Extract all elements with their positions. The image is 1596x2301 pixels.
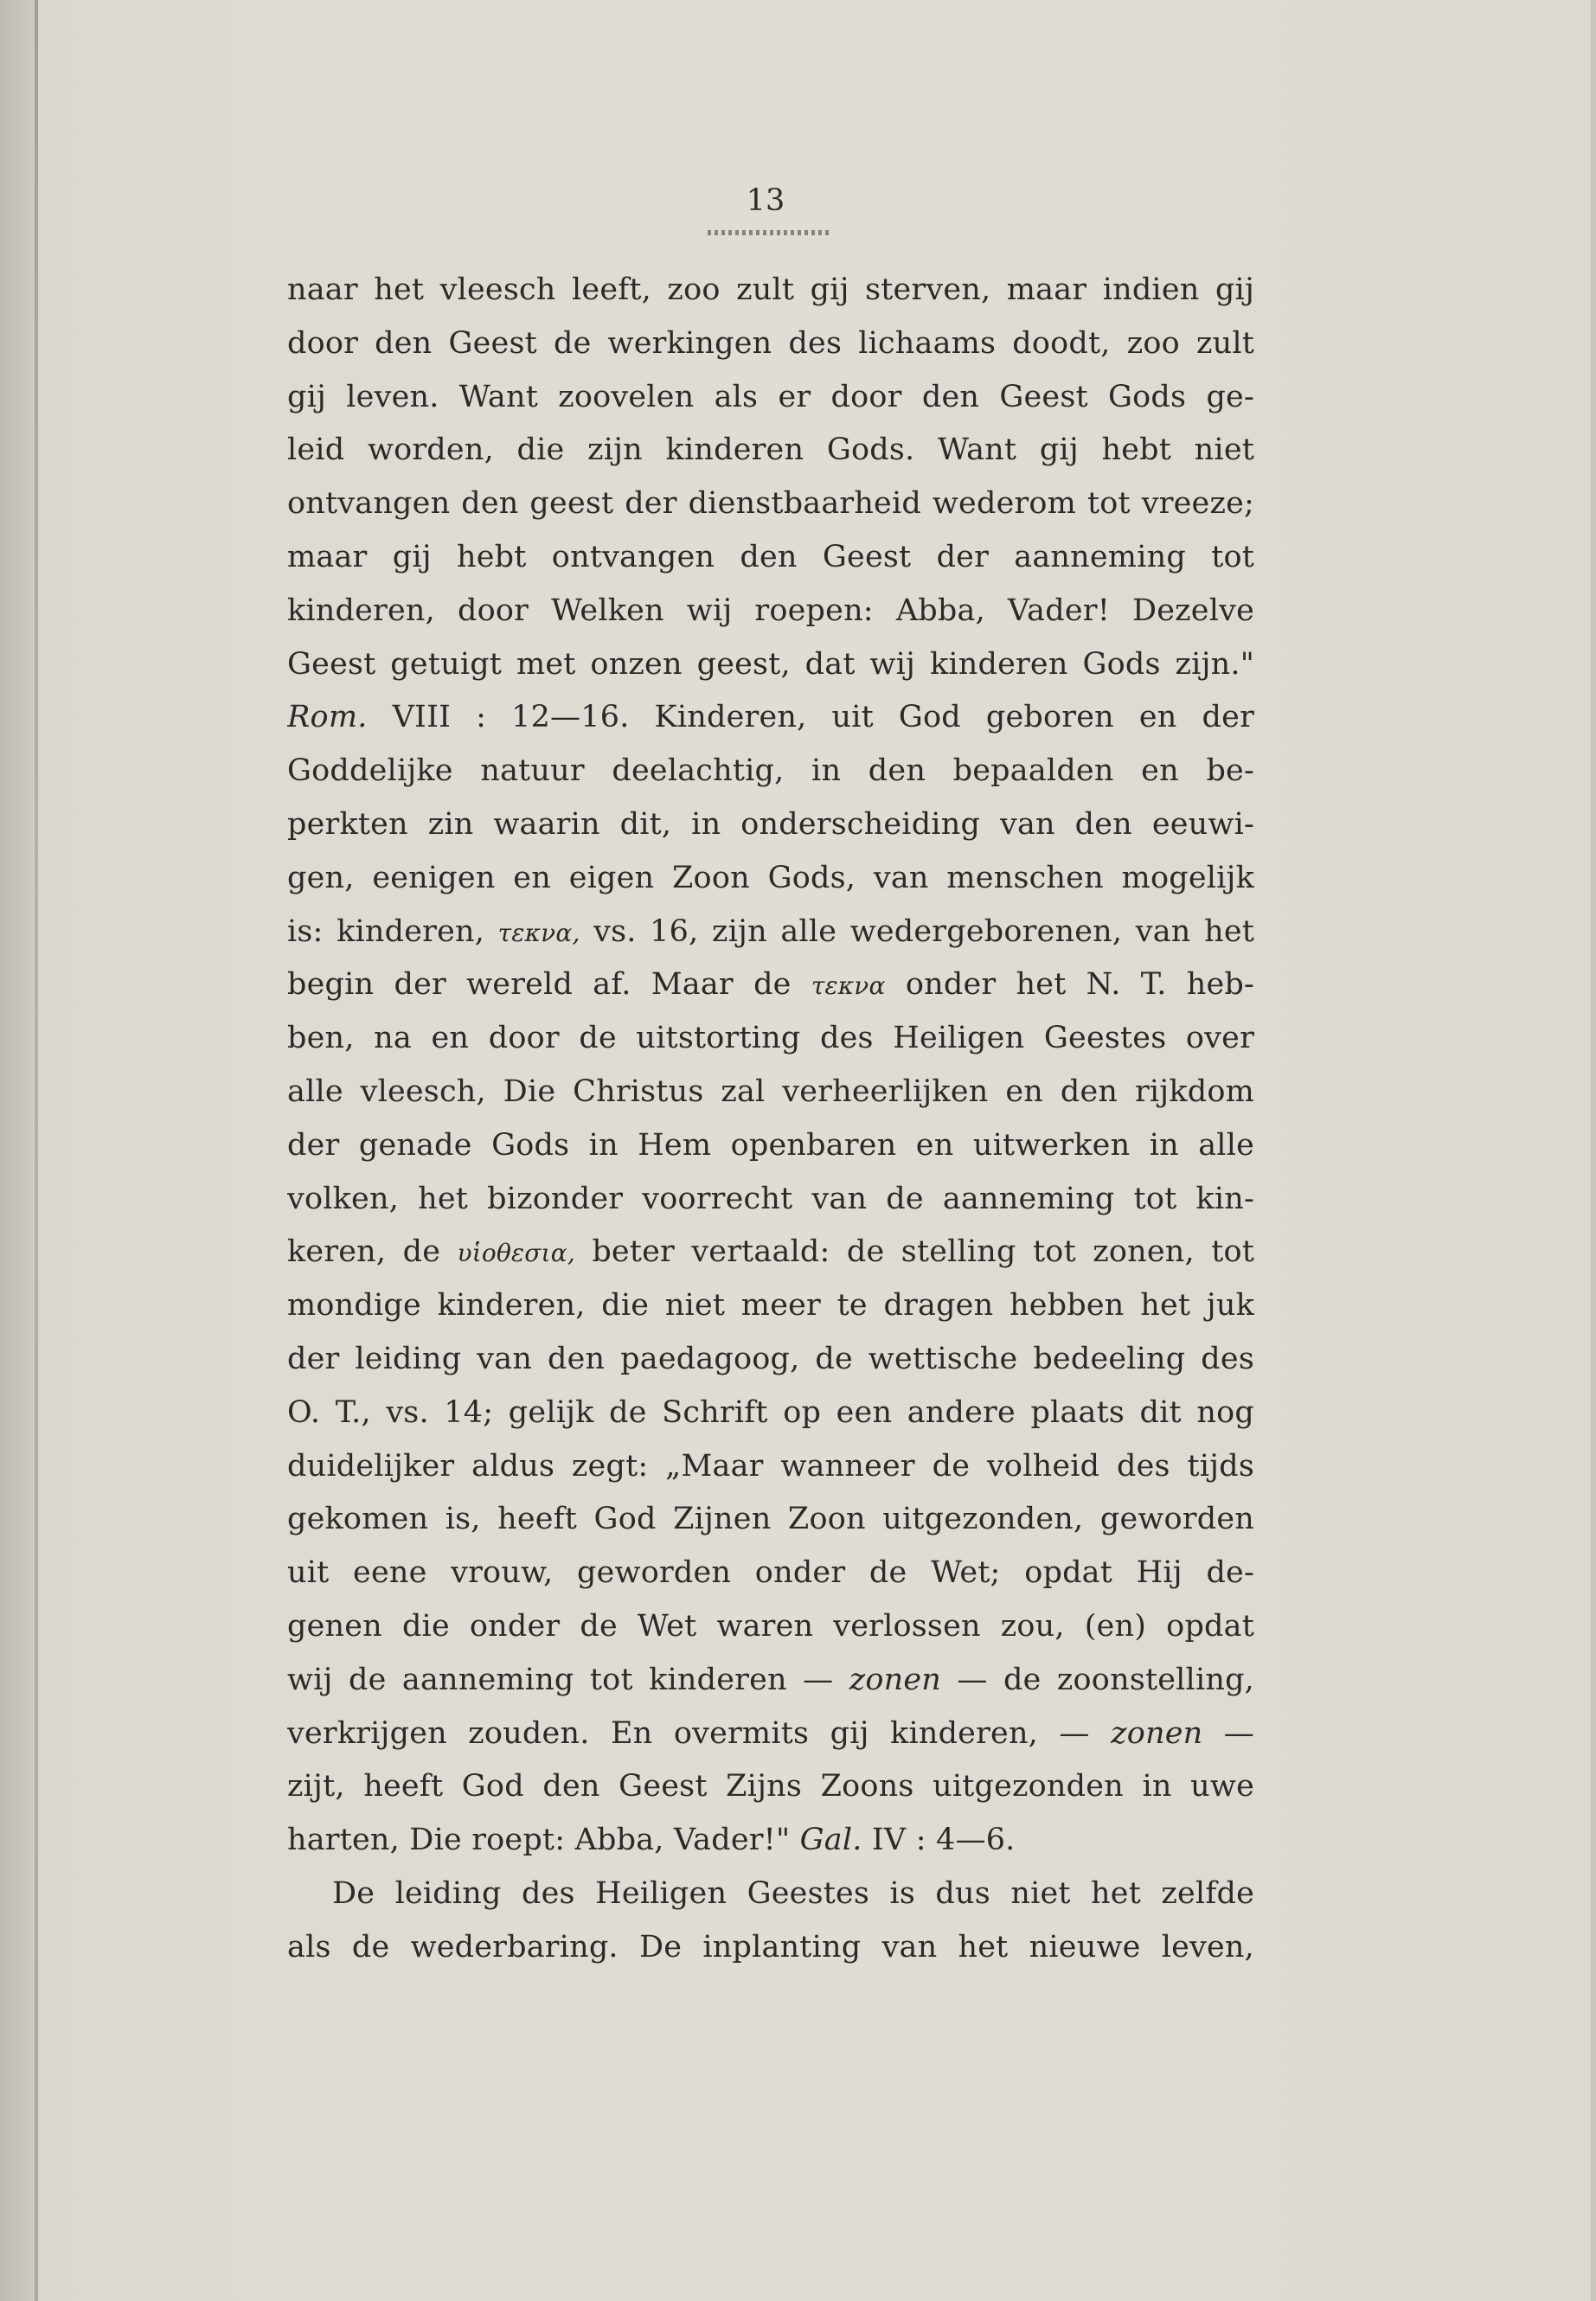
text-line: mondige kinderen, die niet meer te dragen hebben het juk [287,1288,1254,1324]
text-line: verkrijgen zouden. En overmits gij kinderen, — zonen — [287,1715,1254,1751]
greek-word: τεκνα, [497,918,580,947]
text-line: maar gij hebt ontvangen den Geest der aanneming tot [287,539,1254,574]
page-binding-edge [35,0,38,2301]
body-text [287,264,1254,1975]
text-line: harten, Die roept: Abba, Vader!" Gal. IV : 4—6. [287,1823,1016,1858]
text-line: keren, de υἱοθεσια, beter vertaald: de stelling tot zonen, tot [287,1234,1254,1270]
text-line: is: kinderen, τεκνα, vs. 16, zijn alle wedergeborenen, van het [287,913,1254,949]
text-line: genen die onder de Wet waren verlossen zou, (en) opdat [287,1608,1254,1644]
greek-word: τεκνα [811,971,886,1001]
citation-italic: Rom. [287,700,368,735]
page-number: 13 [746,183,785,218]
text-line: gij leven. Want zoovelen als er door den Geest Gods ge- [287,379,1254,414]
binding-shadow [0,0,35,2301]
text-line: Rom. VIII : 12—16. Kinderen, uit God geboren en der [287,700,1254,735]
page-number-underline [708,230,829,235]
text-line: O. T., vs. 14; gelijk de Schrift op een andere plaats dit nog [287,1394,1254,1430]
text-line: Geest getuigt met onzen geest, dat wij kinderen Gods zijn." [287,646,1254,682]
text-line: door den Geest de werkingen des lichaams doodt, zoo zult [287,325,1254,361]
citation-italic: Gal. [799,1823,862,1858]
text-line: gekomen is, heeft God Zijnen Zoon uitgezonden, geworden [287,1502,1254,1537]
text-line: wij de aanneming tot kinderen — zonen — de zoonstelling, [287,1662,1254,1697]
text-line: volken, het bizonder voorrecht van de aanneming tot kin- [287,1181,1254,1216]
text-line: begin der wereld af. Maar de τεκνα onder het N. T. heb- [287,967,1254,1003]
text-line: leid worden, die zijn kinderen Gods. Want gij hebt niet [287,433,1254,468]
text-line: De leiding des Heiligen Geestes is dus niet het zelfde [332,1875,1254,1911]
greek-word: υἱοθεσια, [457,1239,575,1268]
emphasis-italic: zonen [849,1662,942,1697]
text-line: naar het vleesch leeft, zoo zult gij sterven, maar indien gij [287,272,1254,307]
text-line: ontvangen den geest der dienstbaarheid wederom tot vreeze; [287,486,1254,522]
text-line: gen, eenigen en eigen Zoon Gods, van menschen mogelijk [287,860,1254,895]
text-line: kinderen, door Welken wij roepen: Abba, Vader! Dezelve [287,593,1254,628]
text-line: der genade Gods in Hem openbaren en uitwerken in alle [287,1127,1254,1163]
text-line: duidelijker aldus zegt: „Maar wanneer de volheid des tijds [287,1448,1254,1484]
text-line: zijt, heeft God den Geest Zijns Zoons uitgezonden in uwe [287,1769,1254,1804]
text-line: alle vleesch, Die Christus zal verheerlijken en den rijkdom [287,1074,1254,1109]
text-line: Goddelijke natuur deelachtig, in den bepaalden en be- [287,753,1254,789]
page-right-edge [1591,0,1596,2301]
text-line: als de wederbaring. De inplanting van het nieuwe leven, [287,1929,1254,1965]
text-line: ben, na en door de uitstorting des Heiligen Geestes over [287,1021,1254,1056]
text-line: der leiding van den paedagoog, de wettische bedeeling des [287,1341,1254,1376]
text-line: uit eene vrouw, geworden onder de Wet; opdat Hij de- [287,1555,1254,1591]
emphasis-italic: zonen [1111,1715,1203,1751]
text-line: perkten zin waarin dit, in onderscheiding van den eeuwi- [287,806,1254,842]
